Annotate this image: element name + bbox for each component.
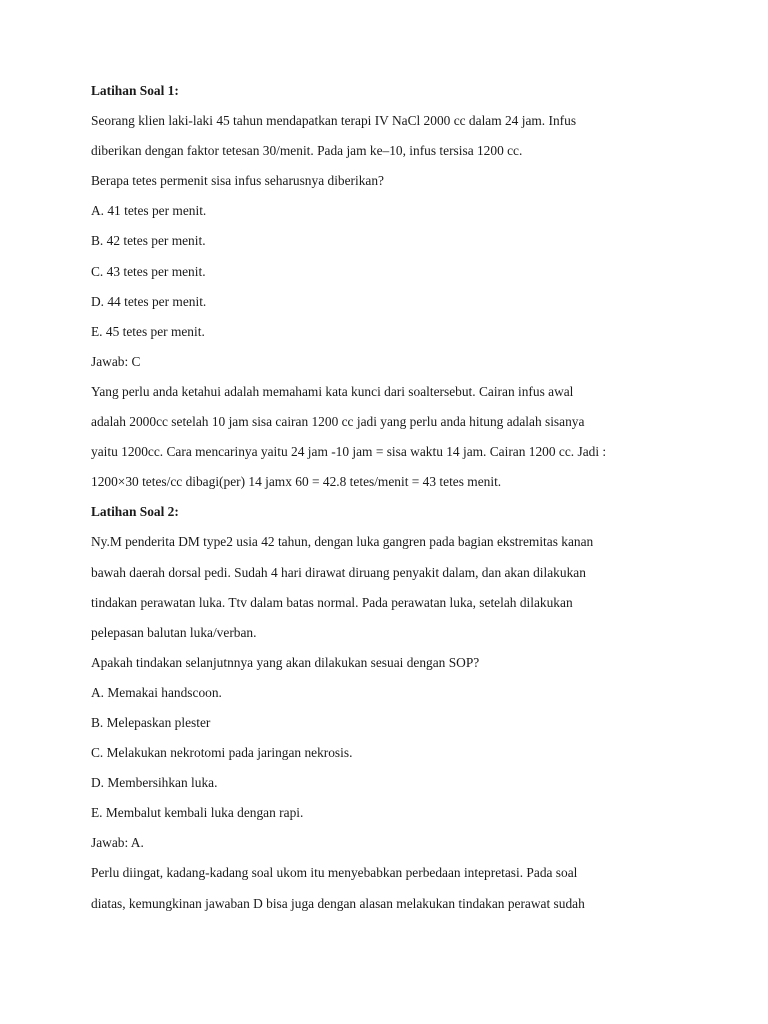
question-1-option-d: D. 44 tetes per menit.	[91, 293, 207, 309]
question-2-prompt: Apakah tindakan selanjutnnya yang akan dilakukan sesuai dengan SOP?	[91, 654, 480, 670]
question-2-text-line-1: Ny.M penderita DM type2 usia 42 tahun, dengan luka gangren pada bagian ekstremitas kanan	[91, 534, 594, 550]
question-2-option-b: B. Melepaskan plester	[91, 714, 211, 730]
question-1-explanation-line-1: Yang perlu anda ketahui adalah memahami kata kunci dari soaltersebut. Cairan infus awal	[91, 383, 574, 399]
question-1-option-c: C. 43 tetes per menit.	[91, 263, 206, 279]
question-1-explanation-line-2: adalah 2000cc setelah 10 jam sisa cairan 1200 cc jadi yang perlu anda hitung adalah sisanya	[91, 414, 585, 430]
question-1-text-line-2: diberikan dengan faktor tetesan 30/menit. Pada jam ke–10, infus tersisa 1200 cc.	[91, 143, 523, 159]
question-2-text-line-4: pelepasan balutan luka/verban.	[91, 624, 257, 640]
question-1-answer: Jawab: C	[91, 353, 141, 369]
question-2-text-line-2: bawah daerah dorsal pedi. Sudah 4 hari dirawat diruang penyakit dalam, dan akan dilakukan	[91, 564, 586, 580]
question-2-text-line-3: tindakan perawatan luka. Ttv dalam batas normal. Pada perawatan luka, setelah dilakukan	[91, 594, 573, 610]
question-2-explanation-line-1: Perlu diingat, kadang-kadang soal ukom itu menyebabkan perbedaan intepretasi. Pada soal	[91, 865, 578, 881]
question-2-option-d: D. Membersihkan luka.	[91, 775, 218, 791]
heading-latihan-soal-1: Latihan Soal 1:	[91, 83, 179, 98]
question-2-explanation-line-2: diatas, kemungkinan jawaban D bisa juga dengan alasan melakukan tindakan perawat sudah	[91, 895, 585, 911]
question-1-explanation-line-3: yaitu 1200cc. Cara mencarinya yaitu 24 jam -10 jam = sisa waktu 14 jam. Cairan 1200 cc. Jadi :	[91, 444, 607, 460]
question-2-option-c: C. Melakukan nekrotomi pada jaringan nekrosis.	[91, 745, 353, 761]
question-1-option-a: A. 41 tetes per menit.	[91, 203, 207, 219]
question-2-option-a: A. Memakai handscoon.	[91, 684, 222, 700]
question-1-text-line-1: Seorang klien laki-laki 45 tahun mendapatkan terapi IV NaCl 2000 cc dalam 24 jam. Infus	[91, 113, 577, 129]
question-1-option-b: B. 42 tetes per menit.	[91, 233, 206, 249]
heading-latihan-soal-2: Latihan Soal 2:	[91, 504, 179, 520]
question-1-explanation-line-4: 1200×30 tetes/cc dibagi(per) 14 jamx 60 = 42.8 tetes/menit = 43 tetes menit.	[91, 474, 502, 490]
question-1-option-e: E. 45 tetes per menit.	[91, 323, 205, 339]
question-2-option-e: E. Membalut kembali luka dengan rapi.	[91, 805, 304, 821]
question-2-answer: Jawab: A.	[91, 835, 144, 851]
question-1-prompt: Berapa tetes permenit sisa infus seharusnya diberikan?	[91, 173, 385, 189]
document-body	[91, 76, 681, 919]
